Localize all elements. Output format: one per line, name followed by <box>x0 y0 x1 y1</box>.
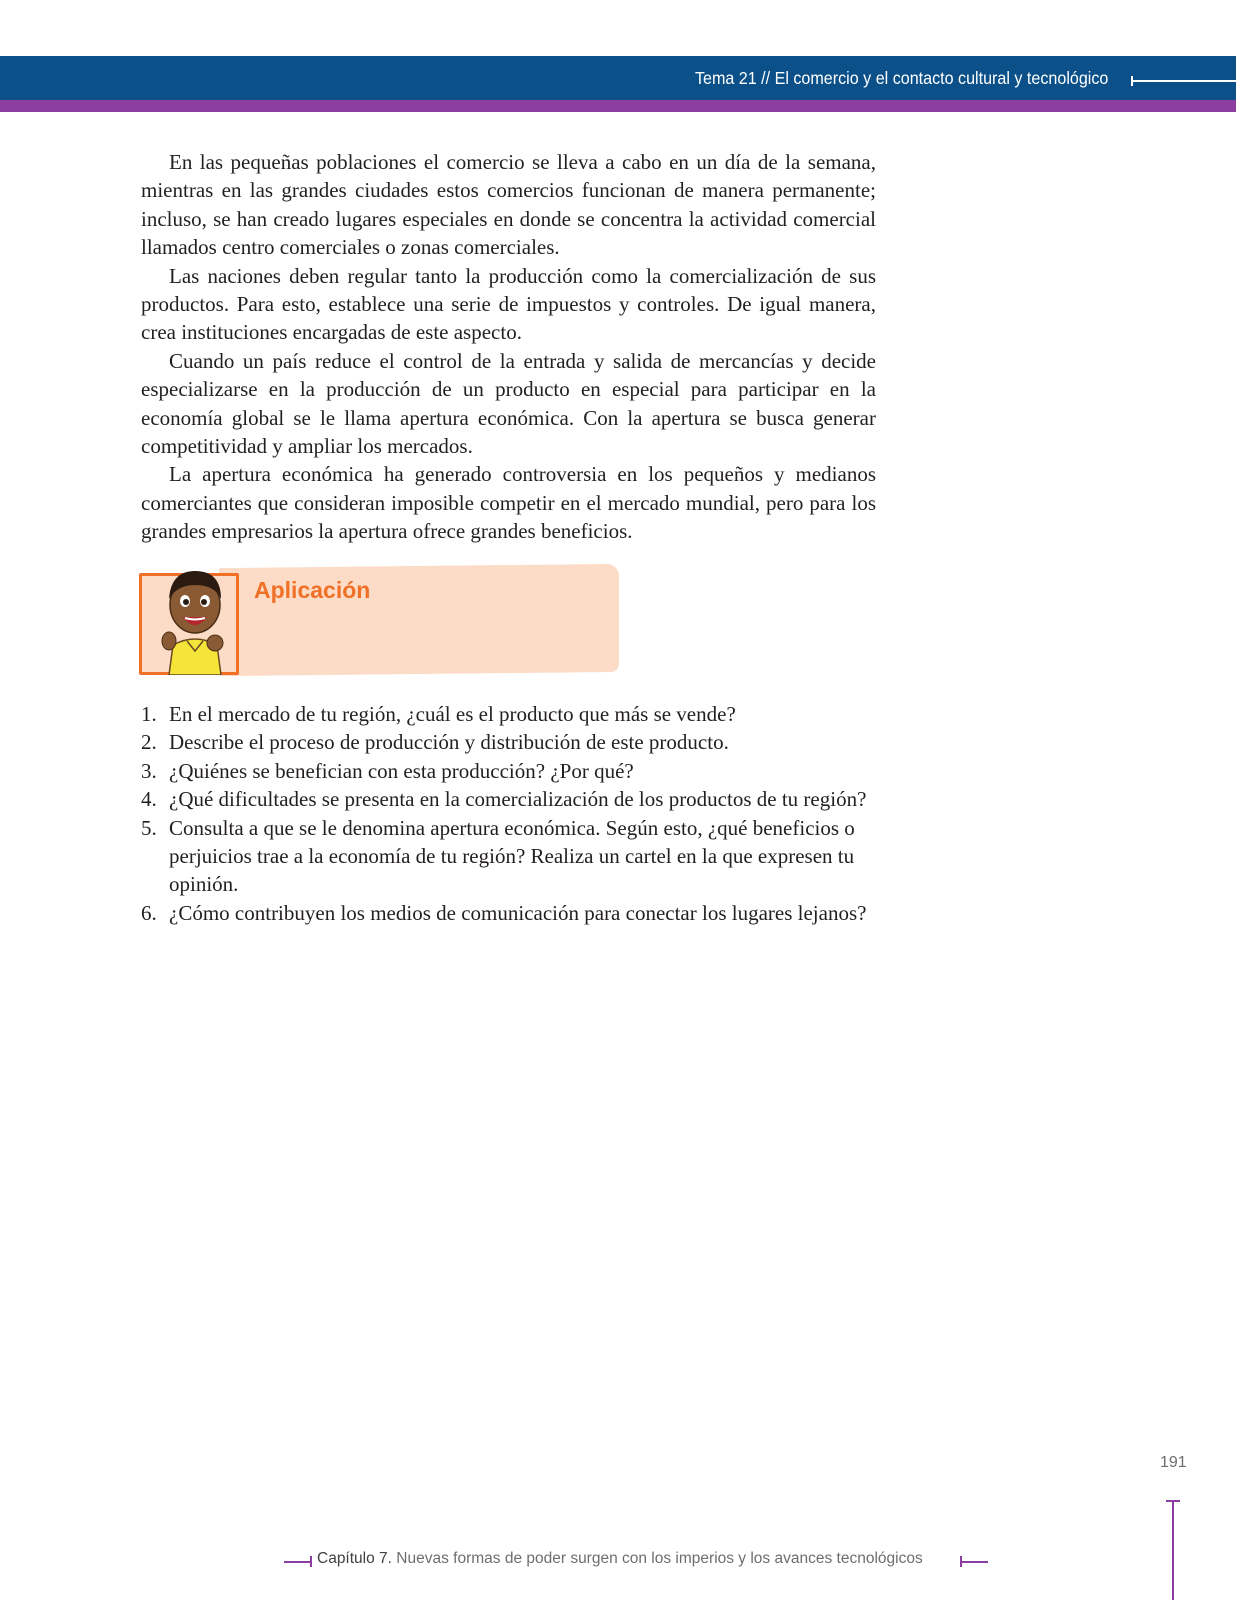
item-number: 4. <box>141 787 157 812</box>
item-text: ¿Quiénes se benefician con esta producción? ¿Por qué? <box>169 758 634 783</box>
item-text: Describe el proceso de producción y distribución de este producto. <box>169 730 729 755</box>
header-stripe <box>0 100 1236 112</box>
list-item <box>141 757 871 785</box>
item-number: 6. <box>141 900 157 925</box>
list-item <box>141 700 871 728</box>
aplicacion-title: Aplicación <box>254 577 371 603</box>
footer-rule-left-cap <box>310 1556 312 1567</box>
item-text: Consulta a que se le denomina apertura económica. Según esto, ¿qué beneficios o perjuicios trae a la economía de tu región? Realiza un cartel en la que expresen tu opinión. <box>169 815 855 897</box>
chapter-label: Capítulo 7. <box>317 1550 392 1567</box>
header-rule-cap <box>1131 76 1133 86</box>
question-list <box>141 700 871 927</box>
footer-rule-right <box>960 1561 988 1563</box>
side-rule-cap <box>1166 1500 1180 1502</box>
chapter-footer <box>317 1550 923 1568</box>
item-text: En el mercado de tu región, ¿cuál es el producto que más se vende? <box>169 702 736 726</box>
child-mascot-icon <box>155 563 235 675</box>
page-number: 191 <box>1160 1454 1187 1471</box>
aplicacion-box <box>139 563 629 681</box>
item-number: 5. <box>141 815 157 840</box>
item-number: 2. <box>141 730 157 755</box>
item-text: ¿Qué dificultades se presenta en la comercialización de los productos de tu región? <box>169 787 867 812</box>
list-item <box>141 728 871 756</box>
paragraph: La apertura económica ha generado controversia en los pequeños y medianos comerciantes que consideran imposible competir en el mercado mundial, pero para los grandes empresarios la apertura ofrece grandes beneficios. <box>141 462 876 544</box>
item-number: 1. <box>141 702 157 726</box>
list-item <box>141 899 871 927</box>
chapter-title: Nuevas formas de poder surgen con los imperios y los avances tecnológicos <box>396 1550 923 1567</box>
item-number: 3. <box>141 758 157 783</box>
paragraph: Las naciones deben regular tanto la producción como la comercialización de sus productos. Para esto, establece una serie de impuestos y controles. De igual manera, crea instituciones encargadas de este aspecto. <box>141 263 876 345</box>
paragraph: Cuando un país reduce el control de la entrada y salida de mercancías y decide especializarse en la producción de un producto en especial para participar en la economía global se le llama apertura económica. Con la apertura se busca generar competitividad y ampliar los mercados. <box>141 348 876 459</box>
body-text <box>141 148 876 546</box>
paragraph: En las pequeñas poblaciones el comercio se lleva a cabo en un día de la semana, mientras en las grandes ciudades estos comercios funcionan de manera permanente; incluso, se han creado lugares especiales en donde se concentra la actividad comercial llamados centro comerciales o zonas comerciales. <box>141 150 876 260</box>
item-text: ¿Cómo contribuyen los medios de comunicación para conectar los lugares lejanos? <box>169 900 867 925</box>
list-item <box>141 785 871 813</box>
footer-rule-right-cap <box>960 1556 962 1567</box>
header-rule <box>1131 80 1236 82</box>
side-rule <box>1172 1500 1174 1600</box>
chapter-topic-title: Tema 21 // El comercio y el contacto cultural y tecnológico <box>694 68 1108 88</box>
footer-rule-left <box>284 1561 312 1563</box>
list-item <box>141 814 871 899</box>
